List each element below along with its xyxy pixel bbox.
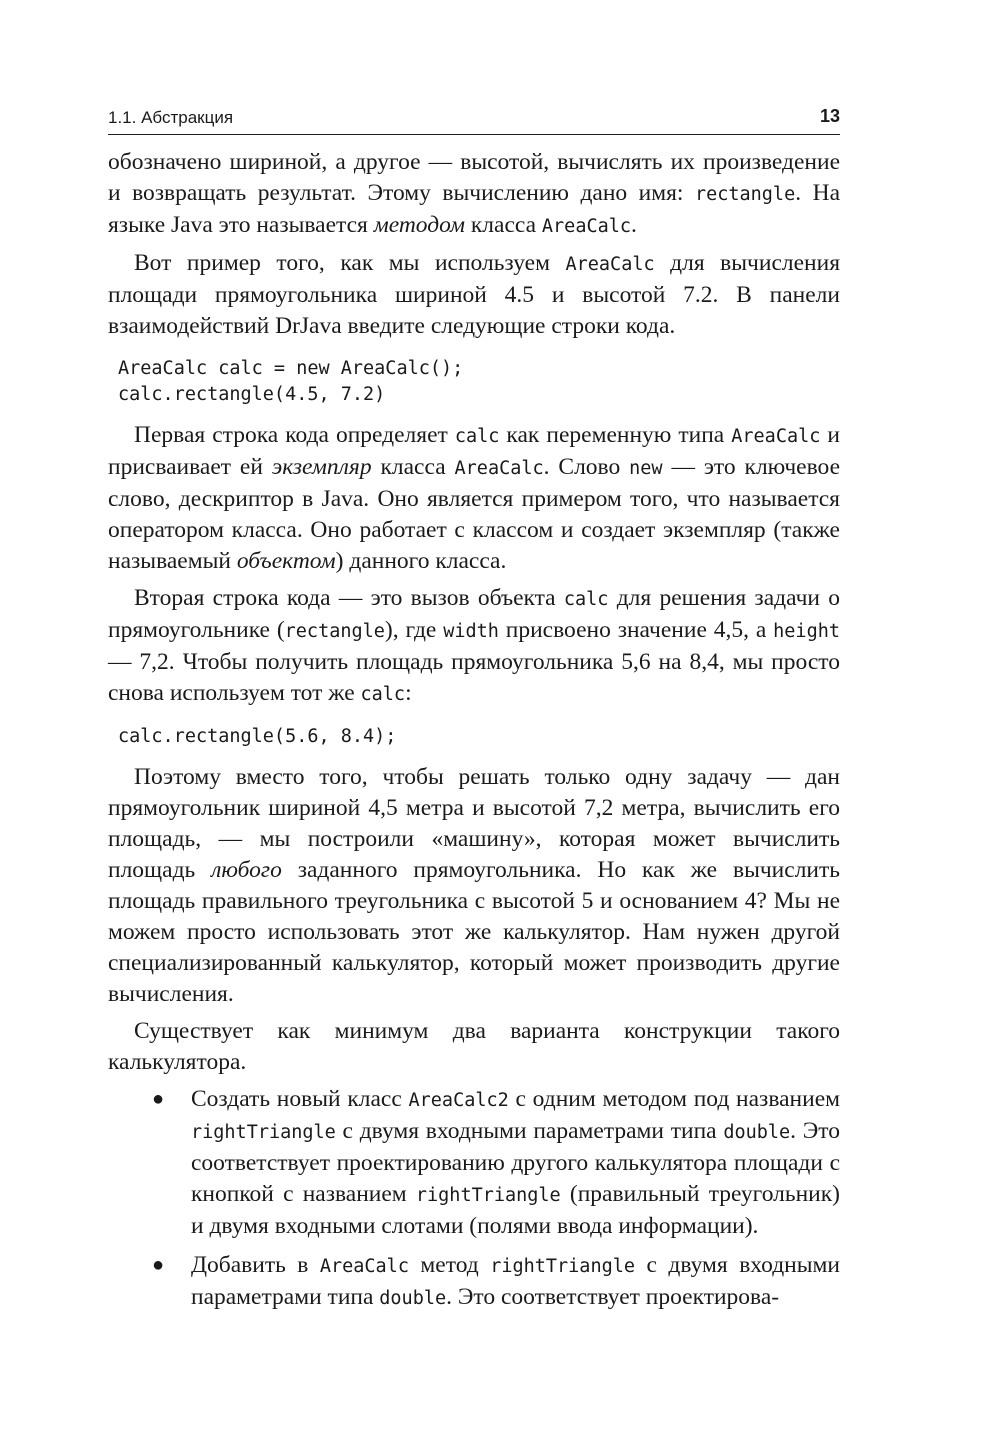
text: присвоено значение 4,5, а (498, 617, 774, 643)
text: с двумя входными параметрами типа (191, 1252, 840, 1310)
emphasis: экземпляр (271, 454, 372, 480)
section-title: 1.1. Абстракция (108, 108, 234, 127)
bullet-list (108, 1084, 840, 1314)
code-inline: double (723, 1122, 791, 1143)
list-item (108, 1084, 840, 1242)
paragraph-6 (108, 1016, 840, 1078)
text: Существует как минимум два варианта конструкции такого калькулятора. (108, 1018, 840, 1075)
text: . На языке Java это называется (108, 180, 840, 238)
text: . Это соответствует проектирова- (446, 1284, 780, 1310)
text: с двумя входными параметрами типа (335, 1118, 724, 1144)
text: . (631, 212, 637, 238)
text: для вычисления площади прямоугольника шириной 4.5 и высотой 7.2. В панели взаимодействий DrJava введите следующие строки кода. (108, 250, 840, 339)
paragraph-5 (108, 762, 840, 1010)
code-line: calc.rectangle(4.5, 7.2) (118, 384, 386, 405)
code-inline: new (629, 458, 663, 479)
text: — это ключевое слово, дескриптор в Java. Оно является примером того, что называется оператором класса. Оно работает с классом и создает экземпляр (также называемый (108, 454, 840, 574)
code-inline: AreaCalc (319, 1256, 409, 1277)
text: ) данного класса. (335, 548, 507, 574)
page-body (108, 147, 840, 1314)
bullet-icon: ● (152, 1254, 165, 1276)
text: Добавить в (191, 1252, 320, 1278)
code-inline: calc (563, 589, 609, 610)
bullet-icon: ● (152, 1088, 165, 1110)
code-line: calc.rectangle(5.6, 8.4); (118, 726, 397, 747)
page-number: 13 (819, 106, 840, 126)
text: Создать новый класс (191, 1086, 409, 1112)
code-inline: double (379, 1288, 447, 1309)
paragraph-1 (108, 147, 840, 242)
paragraph-3 (108, 420, 840, 577)
code-inline: rightTriangle (191, 1122, 336, 1143)
code-inline: rightTriangle (415, 1185, 561, 1206)
text: обозначено шириной, а другое — высотой, вычислять их произведение и возвращать результат. Этому вычислению дано имя: (108, 149, 840, 206)
text: класса (465, 212, 542, 238)
text: . Слово (543, 454, 630, 480)
code-inline: AreaCalc2 (408, 1090, 509, 1111)
code-inline: AreaCalc (731, 426, 821, 447)
code-inline: height (773, 621, 840, 642)
text: Вот пример того, как мы используем (134, 250, 566, 276)
emphasis: методом (373, 212, 465, 238)
text: : (405, 680, 412, 706)
code-block-1 (118, 356, 840, 408)
code-line: AreaCalc calc = new AreaCalc(); (118, 358, 464, 379)
paragraph-4 (108, 583, 840, 710)
text: . Это соответствует проектированию другого калькулятора площади с кнопкой с названием (191, 1118, 840, 1207)
code-inline: AreaCalc (541, 216, 632, 237)
text: как переменную типа (499, 422, 732, 448)
code-inline: AreaCalc (454, 458, 544, 479)
code-block-2 (118, 724, 840, 750)
text: с одним методом под названием (508, 1086, 840, 1112)
code-inline: AreaCalc (565, 254, 655, 275)
paragraph-2 (108, 248, 840, 342)
text: Поэтому вместо того, чтобы решать только одну задачу — дан прямоугольник шириной 4,5 метра и высотой 7,2 метра, вычислить его площадь, — мы построили «машину», которая может вычислить площадь (108, 764, 840, 883)
text: метод (408, 1252, 491, 1278)
code-inline: rightTriangle (490, 1256, 635, 1277)
text: — 7,2. Чтобы получить площадь прямоугольника 5,6 на 8,4, мы просто снова используем тот же (108, 649, 840, 706)
text: ), где (384, 617, 444, 643)
text: класса (371, 454, 455, 480)
book-page (108, 104, 840, 1322)
code-inline: rectangle (284, 621, 385, 642)
emphasis: любого (211, 857, 282, 883)
emphasis: объектом (236, 548, 336, 574)
text: Вторая строка кода — это вызов объекта (134, 585, 564, 611)
code-inline: rectangle (694, 184, 796, 205)
code-inline: calc (360, 684, 406, 705)
running-header (108, 104, 840, 135)
text: заданного прямоугольника. Но как же вычислить площадь правильного треугольника с высотой 5 и основанием 4? Мы не можем просто использовать этот же калькулятор. Нам нужен другой специализированный калькулятор, который может производить другие вычисления. (108, 857, 840, 1007)
text: Первая строка кода определяет (134, 422, 455, 448)
text: и присваивает ей (108, 422, 840, 480)
code-inline: width (443, 621, 499, 642)
text: для решения задачи о прямоугольнике ( (108, 585, 840, 643)
text: (правильный треугольник) и двумя входными слотами (полями ввода информации). (191, 1181, 840, 1239)
list-item (108, 1250, 840, 1314)
code-inline: calc (454, 426, 500, 447)
